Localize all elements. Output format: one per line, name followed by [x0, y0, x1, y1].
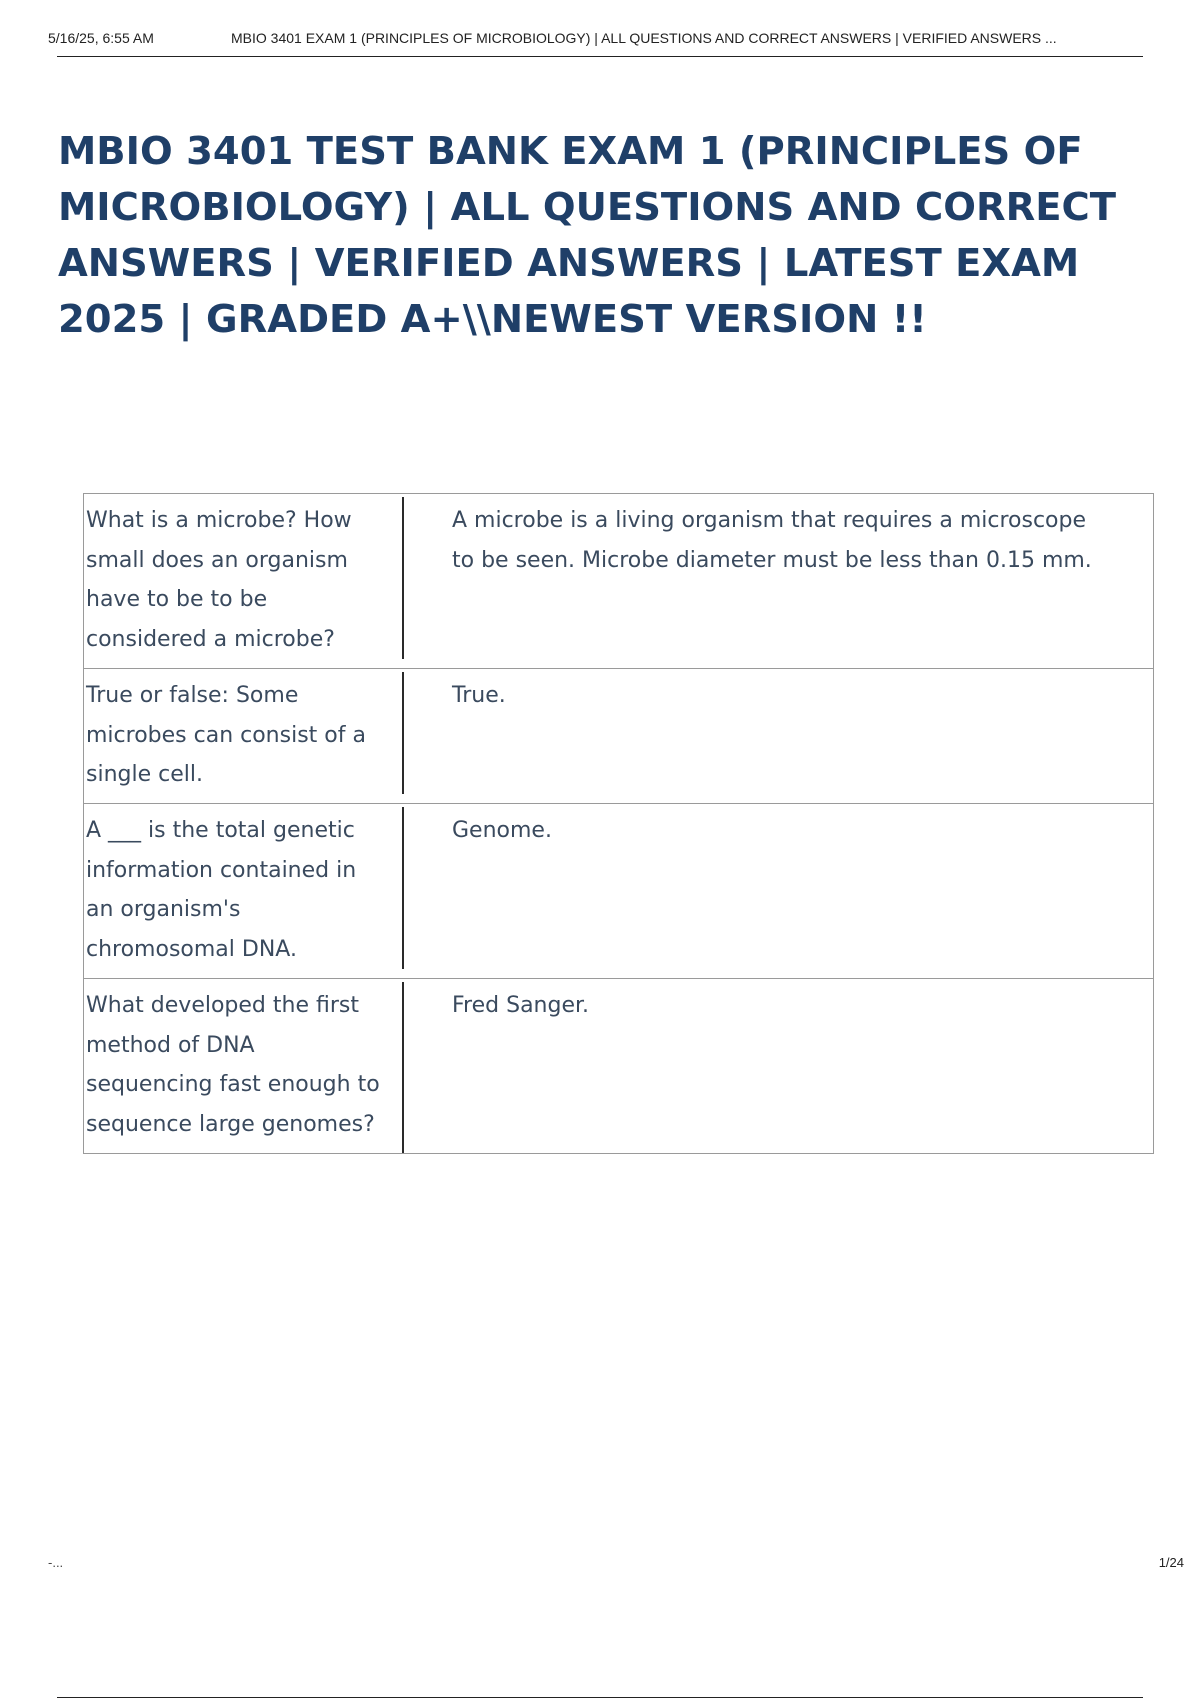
answer-cell	[404, 804, 1154, 979]
footer-divider	[57, 1697, 1143, 1698]
answer-text: Fred Sanger.	[452, 993, 590, 1018]
answer-cell	[404, 669, 1154, 804]
question-text: What developed the first method of DNA sequencing fast enough to sequence large genomes?	[84, 982, 404, 1153]
answer-cell	[404, 979, 1154, 1154]
question-text: What is a microbe? How small does an organism have to be to be considered a microbe?	[84, 497, 404, 659]
table-row	[84, 979, 1154, 1154]
answer-text: Genome.	[452, 818, 552, 843]
header-divider	[57, 56, 1143, 57]
question-cell	[84, 669, 405, 804]
answer-cell	[404, 494, 1154, 669]
print-date: 5/16/25, 6:55 AM	[48, 30, 154, 46]
question-cell	[84, 494, 405, 669]
table-row	[84, 494, 1154, 669]
question-text: True or false: Some microbes can consist of a single cell.	[84, 672, 404, 794]
question-text: A ___ is the total genetic information contained in an organism's chromosomal DNA.	[84, 807, 404, 969]
question-cell	[84, 804, 405, 979]
footer-url: -...	[48, 1555, 64, 1570]
print-header	[48, 30, 1184, 50]
answer-text: A microbe is a living organism that requires a microscope to be seen. Microbe diameter must be less than 0.15 mm.	[452, 508, 1092, 573]
answer-text: True.	[452, 683, 506, 708]
table-row	[84, 669, 1154, 804]
table-row	[84, 804, 1154, 979]
document-title: MBIO 3401 TEST BANK EXAM 1 (PRINCIPLES OF MICROBIOLOGY) | ALL QUESTIONS AND CORRECT ANSWERS | VERIFIED ANSWERS | LATEST EXAM 2025 | GRADED A+\\NEWEST VERSION !!	[58, 129, 1117, 342]
question-cell	[84, 979, 405, 1154]
page-number: 1/24	[1158, 1555, 1184, 1570]
qa-table	[83, 493, 1154, 1154]
print-header-title: MBIO 3401 EXAM 1 (PRINCIPLES OF MICROBIOLOGY) | ALL QUESTIONS AND CORRECT ANSWERS | VERIFIED ANSWERS ...	[231, 30, 1057, 46]
